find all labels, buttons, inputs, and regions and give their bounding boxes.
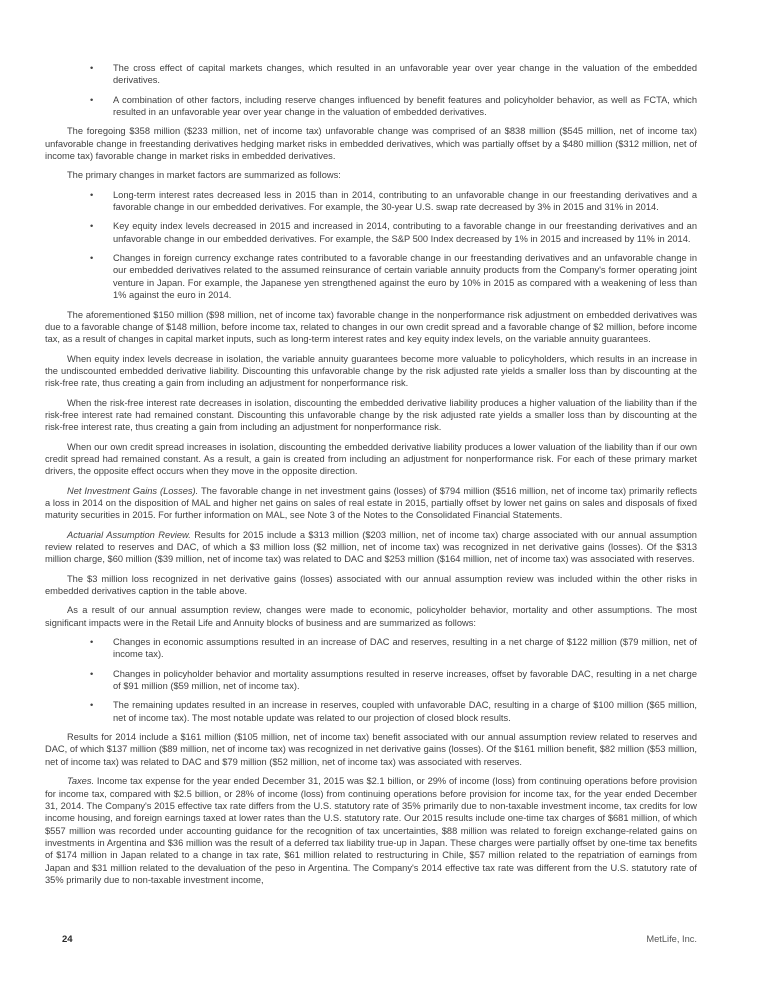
page-footer	[45, 933, 697, 946]
bullet-text: Key equity index levels decreased in 2015 and increased in 2014, contributing to a favorable change in our freestanding derivatives and an unfavorable change in our embedded derivatives. For example, the S&P 500 Index decreased by 1% in 2015 and increased by 11% in 2014.	[113, 221, 697, 244]
bullet-item	[45, 252, 697, 301]
paragraph: When equity index levels decrease in isolation, the variable annuity guarantees become more valuable to policyholders, which results in an increase in the undiscounted embedded derivative liability. Discounting this unfavorable change by the risk adjusted rate yields a smaller loss than by discounting at the risk-free rate, thus creating a gain from including an adjustment for nonperformance risk.	[45, 353, 697, 389]
bullet-icon: •	[90, 63, 94, 73]
bullet-icon: •	[90, 253, 94, 264]
paragraph-lead-italic: Actuarial Assumption Review.	[67, 529, 191, 540]
bullet-item	[45, 220, 697, 245]
bullet-text: The remaining updates resulted in an increase in reserves, coupled with unfavorable DAC, resulting in a charge of $100 million ($65 million, net of income tax). The most notable update was related to our projection of closed block results.	[113, 700, 697, 723]
bullet-text: Changes in policyholder behavior and mortality assumptions resulted in reserve increases, offset by favorable DAC, resulting in a net charge of $91 million ($59 million, net of income tax).	[113, 668, 697, 692]
paragraph: The foregoing $358 million ($233 million, net of income tax) unfavorable change was comprised of an $838 million ($545 million, net of income tax) unfavorable change in freestanding derivatives hedging market risks in embedded derivatives, which was partially offset by a $480 million ($312 million, net of income tax) favorable change in market risks in embedded derivatives.	[45, 126, 697, 162]
bullet-text: The cross effect of capital markets changes, which resulted in an unfavorable year over year change in the valuation of the embedded derivatives.	[113, 63, 697, 86]
bullet-icon: •	[90, 189, 94, 200]
bullet-item	[45, 636, 697, 661]
bullet-item	[45, 699, 697, 724]
bullet-icon: •	[90, 668, 94, 679]
bullet-icon: •	[90, 221, 94, 232]
paragraph-lead-italic: Taxes.	[67, 776, 95, 787]
paragraph: Actuarial Assumption Review. Results for 2015 include a $313 million ($203 million, net of income tax) charge associated with our annual assumption review related to reserves and DAC, of which a $3 million loss ($2 million, net of income tax) was recognized in net derivative gains (losses). Of the $313 million charge, $60 million ($39 million, net of income tax) was related to DAC and $253 million ($164 million, net of income tax) was associated with reserves.	[45, 529, 697, 565]
bullet-text: Changes in foreign currency exchange rates contributed to a favorable change in our freestanding derivatives and an unfavorable change in our embedded derivatives related to the assumed reinsurance of certain variable annuity products from the Company's former operating joint venture in Japan. For example, the Japanese yen strengthened against the euro by 10% in 2015 as compared with a weakening of less than 1% against the euro in 2014.	[113, 253, 697, 301]
paragraph: Net Investment Gains (Losses). The favorable change in net investment gains (losses) of $794 million ($516 million, net of income tax) primarily reflects a loss in 2014 on the disposition of MAL and higher net gains on sales of real estate in 2015, partially offset by lower net gains on sales and disposals of fixed maturity securities in 2015. For further information on MAL, see Note 3 of the Notes to the Consolidated Financial Statements.	[45, 485, 697, 521]
bullet-item	[45, 94, 697, 119]
paragraph: The primary changes in market factors are summarized as follows:	[67, 170, 341, 181]
paragraph: When the risk-free interest rate decreases in isolation, discounting the embedded derivative liability produces a higher valuation of the liability than if the risk-free interest rate had remained constant. Discounting this unfavorable change by the risk adjusted rate yields a smaller loss than by discounting at the risk-free interest rate, thus creating a gain from including an adjustment for nonperformance risk.	[45, 397, 697, 433]
paragraph: As a result of our annual assumption review, changes were made to economic, policyholder behavior, mortality and other assumptions. The most significant impacts were in the Retail Life and Annuity blocks of business and are summarized as follows:	[45, 605, 697, 628]
paragraph-lead-italic: Net Investment Gains (Losses).	[67, 485, 199, 496]
bullet-item	[45, 189, 697, 214]
page-number: 24	[62, 934, 73, 945]
bullet-text: Changes in economic assumptions resulted in an increase of DAC and reserves, resulting in a net charge of $122 million ($79 million, net of income tax).	[113, 637, 697, 660]
paragraph: Results for 2014 include a $161 million ($105 million, net of income tax) benefit associated with our annual assumption review related to reserves and DAC, of which $137 million ($89 million, net of income tax) was recognized in net derivative gains (losses). Of the $161 million benefit, $82 million ($53 million, net of income tax) was related to DAC and $79 million ($52 million, net of income tax) was associated with reserves.	[45, 732, 697, 767]
bullet-item	[45, 62, 697, 87]
bullet-icon: •	[90, 700, 94, 711]
footer-company-name: MetLife, Inc.	[646, 934, 697, 944]
bullet-icon: •	[90, 637, 94, 648]
paragraph: When our own credit spread increases in isolation, discounting the embedded derivative liability produces a lower valuation of the liability than if our own credit spread had remained constant. As a result, a gain is created from including an adjustment for nonperformance risk. For each of these primary market drivers, the opposite effect occurs when they move in the opposite direction.	[45, 441, 697, 477]
paragraph: The $3 million loss recognized in net derivative gains (losses) associated with our annual assumption review was included within the other risks in embedded derivatives caption in the table above.	[45, 573, 697, 597]
bullet-item	[45, 668, 697, 693]
bullet-icon: •	[90, 94, 94, 105]
bullet-text: A combination of other factors, including reserve changes influenced by benefit features and policyholder behavior, as well as FCTA, which resulted in an unfavorable year over year change in the valuation of embedded derivatives.	[113, 94, 697, 118]
paragraph: Taxes. Income tax expense for the year ended December 31, 2015 was $2.1 billion, or 29% of income (loss) from continuing operations before provision for income tax, compared with $2.5 billion, or 28% of income (loss) from continuing operations before provision for income tax, for the year ended December 31, 2014. The Company's 2015 effective tax rate differs from the U.S. statutory rate of 35% primarily due to non-taxable investment income, tax credits for low income housing, and foreign earnings taxed at lower rates than the U.S. statutory rate. Our 2015 results include one-time tax charges of $681 million, of which $557 million was recorded under accounting guidance for the recognition of tax uncertainties, $88 million was related to foreign exchange-related gains on investments in Argentina and $36 million was the result of a deferred tax liability true-up in Japan. These charges were partially offset by one-time tax benefits of $174 million in Japan related to a change in tax rate, $61 million related to restructuring in Chile, $57 million related to the repatriation of earnings from Japan and $31 million related to the devaluation of the peso in Argentina. The Company's 2014 effective tax rate was different from the U.S. statutory rate of 35% primarily due to non-taxable investment income,	[45, 776, 697, 885]
paragraph: The aforementioned $150 million ($98 million, net of income tax) favorable change in the nonperformance risk adjustment on embedded derivatives was due to a favorable change of $148 million, before income tax, related to changes in our own credit spread and a favorable change of $2 million, before income tax, as a result of changes in capital market inputs, such as long-term interest rates and key equity index levels, on the variable annuity guarantees.	[45, 309, 697, 345]
page-content	[45, 62, 697, 893]
bullet-text: Long-term interest rates decreased less in 2015 than in 2014, contributing to an unfavorable change in our freestanding derivatives and a favorable change in our embedded derivatives. For example, the 30-year U.S. swap rate decreased by 3% in 2015 and 31% in 2014.	[113, 189, 697, 213]
